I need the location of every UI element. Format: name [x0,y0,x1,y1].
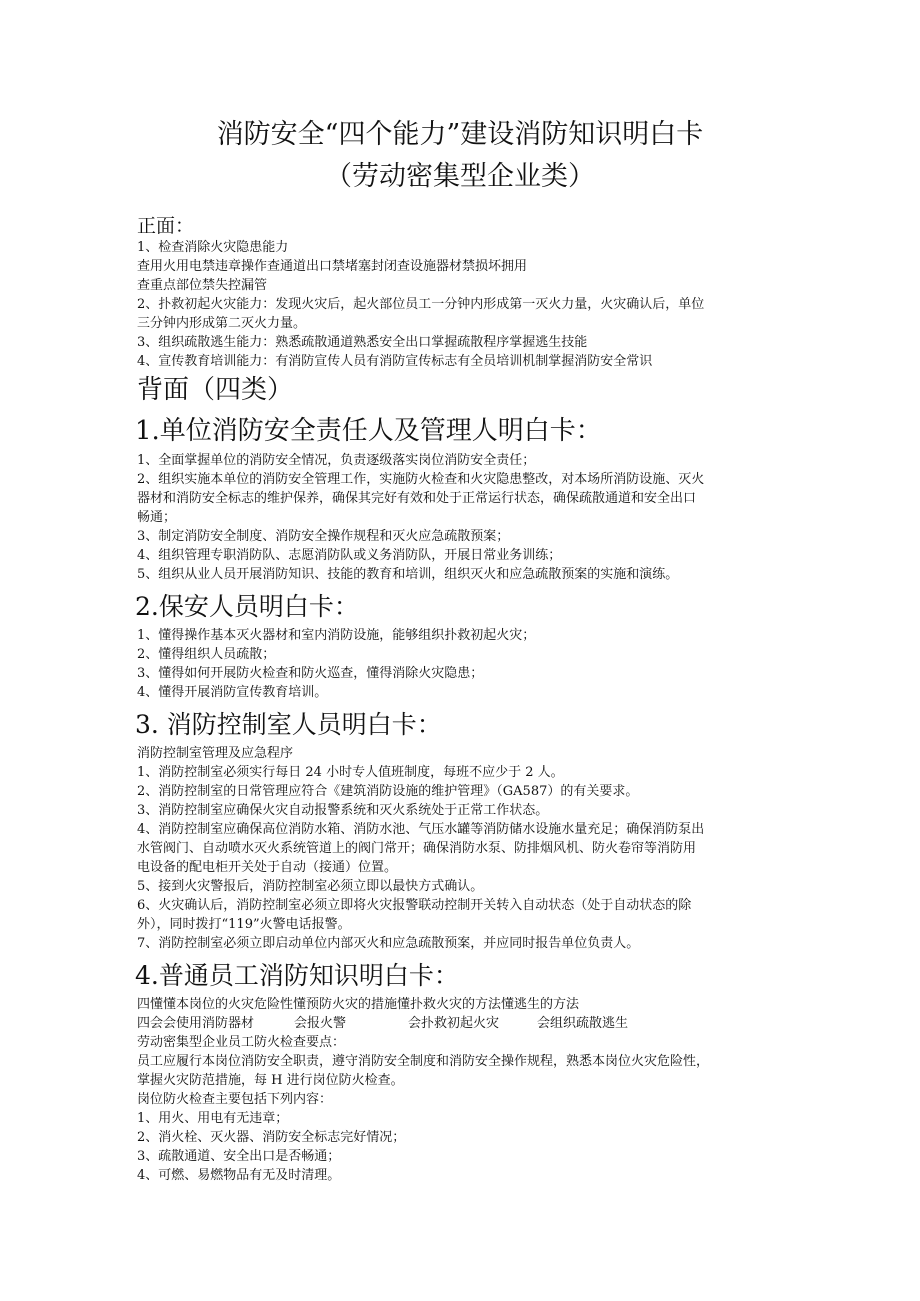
section-line: 4、懂得开展消防宣传教育培训。 [137,685,328,700]
section-heading: 3. 消防控制室人员明白卡： [135,710,442,739]
section-line: 2、懂得组织人员疏散； [137,647,276,662]
section-line: 3、消防控制室应确保火灾自动报警系统和灭火系统处于正常工作状态。 [137,803,549,818]
front-line: 三分钟内形成第二灭火力量。 [137,316,307,331]
section-line: 4、可燃、易燃物品有无及时清理。 [137,1168,341,1183]
section-line: 2、组织实施本单位的消防安全管理工作，实施防火检查和火灾隐患整改，对本场所消防设施、灭火 [137,472,705,487]
section-line: 1、全面掌握单位的消防安全情况，负责逐级落实岗位消防安全责任； [137,453,536,468]
section-heading: 4.普通员工消防知识明白卡： [135,961,459,990]
front-line: 1、检查消除火灾隐患能力 [137,240,289,255]
section-line: 5、接到火灾警报后，消防控制室必须立即以最快方式确认。 [137,879,484,894]
section-line: 3、懂得如何开展防火检查和防火巡查，懂得消除火灾隐患； [137,666,484,681]
section-line: 劳动密集型企业员工防火检查要点： [137,1035,346,1050]
back-label: 背面（四类） [137,375,294,405]
section-line: 5、组织从业人员开展消防知识、技能的教育和培训，组织灭火和应急疏散预案的实施和演练。 [137,567,679,582]
section-line: 3、疏散通道、安全出口是否畅通； [137,1149,341,1164]
section-line: 畅通； [137,510,177,525]
section-line: 消防控制室管理及应急程序 [137,746,294,761]
section-line: 掌握火灾防范措施，每 H 进行岗位防火检查。 [137,1073,404,1088]
section-line: 员工应履行本岗位消防安全职责，遵守消防安全制度和消防安全操作规程，熟悉本岗位火灾危险性， [137,1054,710,1069]
section-line: 7、消防控制室必须立即启动单位内部灭火和应急疏散预案，并应同时报告单位负责人。 [137,936,640,951]
section-line: 4、消防控制室应确保高位消防水箱、消防水池、气压水罐等消防储水设施水量充足；确保消防泵出 [137,822,705,837]
four-can-lead: 四会会使用消防器材 [137,1016,255,1031]
four-can-item: 会组织疏散逃生 [537,1016,629,1031]
section-line: 岗位防火检查主要包括下列内容： [137,1092,333,1107]
front-line: 查重点部位禁失控漏管 [137,278,268,293]
front-line: 4、宣传教育培训能力：有消防宣传人员有消防宣传标志有全员培训机制掌握消防安全常识 [137,354,653,369]
four-can-item: 会报火警 [294,1016,347,1031]
section-line: 器材和消防安全标志的维护保养，确保其完好有效和处于正常运行状态，确保疏散通道和安全出口 [137,491,697,506]
section-line: 6、火灾确认后，消防控制室必须立即将火灾报警联动控制开关转入自动状态（处于自动状态的除 [137,898,692,913]
section-heading: 1.单位消防安全责任人及管理人明白卡： [135,416,602,446]
front-line: 2、扑救初起火灾能力：发现火灾后，起火部位员工一分钟内形成第一灭火力量，火灾确认后，单位 [137,297,705,312]
front-line: 查用火用电禁违章操作查通道出口禁堵塞封闭查设施器材禁损坏拥用 [137,259,528,274]
section-line: 2、消防控制室的日常管理应符合《建筑消防设施的维护管理》（GA587）的有关要求。 [137,784,639,799]
section-line: 1、消防控制室必须实行每日 24 小时专人值班制度，每班不应少于 2 人。 [137,765,564,780]
four-understand-line: 四懂懂本岗位的火灾危险性懂预防火灾的措施懂扑救火灾的方法懂逃生的方法 [137,997,580,1012]
section-line: 电设备的配电柜开关处于自动（接通）位置。 [137,860,398,875]
document-body [137,214,797,1185]
section-line: 1、用火、用电有无违章； [137,1111,289,1126]
four-can-item: 会扑救初起火灾 [408,1016,500,1031]
section-line: 1、懂得操作基本灭火器材和室内消防设施，能够组织扑救初起火灾； [137,628,536,643]
section-line: 4、组织管理专职消防队、志愿消防队或义务消防队，开展日常业务训练； [137,548,562,563]
section-line: 3、制定消防安全制度、消防安全操作规程和灭火应急疏散预案； [137,529,510,544]
section-line: 水管阀门、自动喷水灭火系统管道上的阀门常开；确保消防水泵、防排烟风机、防火卷帘等消防用 [137,841,697,856]
front-label: 正面： [137,215,195,237]
page-title: 消防安全“四个能力”建设消防知识明白卡 [216,119,704,150]
section-heading: 2.保安人员明白卡： [135,592,359,621]
front-line: 3、组织疏散逃生能力：熟悉疏散通道熟悉安全出口掌握疏散程序掌握逃生技能 [137,335,588,350]
page-subtitle: （劳动密集型企业类） [325,161,595,192]
section-line: 2、消火栓、灭火器、消防安全标志完好情况； [137,1130,406,1145]
section-line: 外），同时拨打“119”火警电话报警。 [137,917,351,932]
four-can-line [137,1014,797,1033]
